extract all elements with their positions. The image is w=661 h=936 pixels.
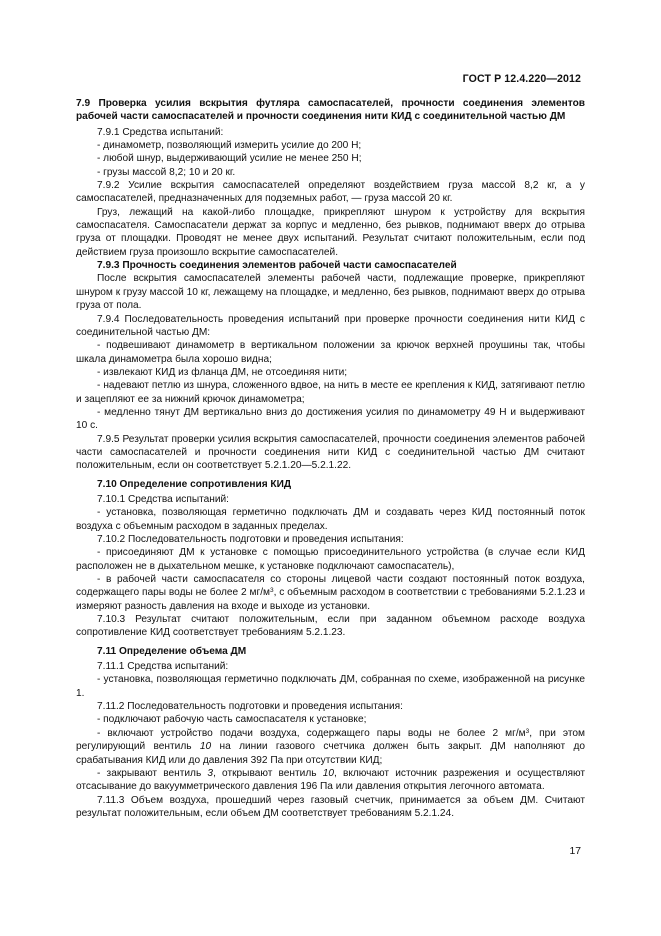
section-heading-7-10: 7.10 Определение сопротивления КИД	[97, 478, 292, 490]
list-item: - динамометр, позволяющий измерить усилие до 200 Н;	[97, 140, 362, 152]
list-item: - подвешивают динамометр в вертикальном положении за крючок верхней проушины так, чтобы шкала динамометра была хорошо видна;	[76, 340, 585, 365]
paragraph: 7.11.2 Последовательность подготовки и проведения испытания:	[97, 701, 403, 713]
list-item: - закрывают вентиль 3, открывают вентиль 10, включают источник разрежения и осуществляют отсасывание до вакуумметрического давления 196 Па или давления открытия легочного автомата.	[76, 767, 585, 793]
paragraph: 7.10.3 Результат считают положительным, если при заданном объемном расходе воздуха сопротивление КИД соответствует требованиям 5.2.1.23.	[76, 614, 585, 639]
list-item: - присоединяют ДМ к установке с помощью присоединительного устройства (в случае если КИД расположен не в дыхательном мешке, к установке подключают самоспасатель),	[76, 547, 585, 572]
paragraph: Груз, лежащий на какой-либо площадке, прикрепляют шнуром к устройству для вскрытия самоспасателя. Самоспасатели держат за корпус и медленно, без рывков, поднимают вверх до отрыва груза от площадки. Проводят не менее двух испытаний. Результат считают положительным, если под действием груза произошло вскрытие самоспасателей.	[76, 206, 585, 258]
list-item: - подключают рабочую часть самоспасателя к установке;	[97, 714, 367, 726]
list-item: - извлекают КИД из фланца ДМ, не отсоединяя нити;	[97, 366, 348, 378]
list-item: - грузы массой 8,2; 10 и 20 кг.	[97, 166, 236, 178]
document-body	[76, 97, 585, 820]
list-item: - установка, позволяющая герметично подключать ДМ и создавать через КИД постоянный поток воздуха с объемным расходом в заданных пределах.	[76, 507, 585, 532]
list-item: - любой шнур, выдерживающий усилие не менее 250 Н;	[97, 153, 362, 165]
paragraph: После вскрытия самоспасателей элементы рабочей части, подлежащие проверке, прикрепляют шнуром к грузу массой 10 кг, лежащему на площадке, и медленно, без рывков, поднимают вверх до отрыва груза от пола.	[76, 273, 585, 312]
list-item: - надевают петлю из шнура, сложенного вдвое, на нить в месте ее крепления к КИД, затягивают петлю и зацепляют ее за нижний крючок динамометра;	[76, 380, 585, 405]
subsection-heading-7-9-3: 7.9.3 Прочность соединения элементов рабочей части самоспасателей	[97, 260, 457, 272]
paragraph: 7.9.2 Усилие вскрытия самоспасателей определяют воздействием груза массой 8,2 кг, а у самоспасателей, предназначенных для подземных работ, — груза массой 20 кг.	[76, 180, 585, 205]
section-heading-7-9: 7.9 Проверка усилия вскрытия футляра самоспасателей, прочности соединения элементов рабочей части самоспасателей и прочности соединения нити КИД с соединительной частью ДМ	[76, 98, 585, 123]
paragraph: 7.11.1 Средства испытаний:	[97, 661, 229, 673]
document-code-header: ГОСТ Р 12.4.220—2012	[462, 73, 581, 85]
list-item: - включают устройство подачи воздуха, содержащего пары воды не более 2 $мг/м^3$, при этом регулирующий вентиль 10 на линии газового счетчика должен быть закрыт. ДМ наполняют до срабатывания КИД или до давления 392 Па при отсутствии КИД;	[76, 727, 585, 766]
paragraph: 7.10.2 Последовательность подготовки и проведения испытания:	[97, 534, 404, 545]
paragraph: 7.9.5 Результат проверки усилия вскрытия самоспасателей, прочности соединения элементов рабочей части самоспасателей и прочности соединения нити КИД с соединительной частью ДМ считают положительным, если он соответствует 5.2.1.20—5.2.1.22.	[76, 433, 585, 472]
page-number: 17	[569, 846, 581, 857]
section-heading-7-11: 7.11 Определение объема ДМ	[97, 645, 247, 657]
list-item: - установка, позволяющая герметично подключать ДМ, собранная по схеме, изображенной на рисунке 1.	[76, 674, 585, 699]
list-item: - в рабочей части самоспасателя со стороны лицевой части создают постоянный поток воздуха, содержащего пары воды не более 2 $мг/м^3$, с объемным расходом в соответствии с требованиями 5.2.1.23 и измеряют разность давления на входе и выходе из установки.	[76, 574, 585, 612]
paragraph: 7.11.3 Объем воздуха, прошедший через газовый счетчик, принимается за объем ДМ. Считают результат положительным, если объем ДМ соответствует требованиям 5.2.1.24.	[76, 794, 585, 819]
paragraph: 7.9.4 Последовательность проведения испытаний при проверке прочности соединения нити КИД с соединительной частью ДМ:	[76, 313, 585, 338]
list-item: - медленно тянут ДМ вертикально вниз до достижения усилия по динамометру 49 Н и выдерживают 10 с.	[76, 406, 585, 432]
paragraph: 7.10.1 Средства испытаний:	[97, 493, 229, 505]
paragraph: 7.9.1 Средства испытаний:	[97, 126, 224, 138]
